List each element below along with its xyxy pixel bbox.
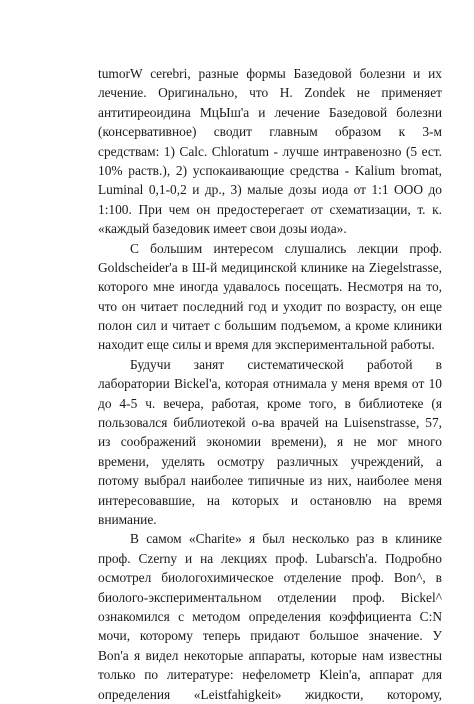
text-line: антитиреоидина МцЫш'а и лечение Базедовой болезни: [98, 104, 442, 120]
text-line: мочи, которому теперь придают большое значение. У: [98, 628, 442, 644]
document-body-text: [98, 64, 442, 704]
text-line: пользовался библиотекой о-ва врачей на Luisenstrasse, 57,: [98, 415, 442, 431]
text-line: потому выбрал наиболее типичные из них, наиболее меня: [98, 473, 442, 489]
text-line: 10% раств.), 2) успокаивающие средства - Kalium bromat,: [98, 162, 442, 178]
text-line: лаборатории Bickel'a, которая отнимала у меня время от 10: [98, 376, 442, 392]
text-line: только по литературе: нефелометр Klein'a, аппарат для: [98, 667, 442, 683]
text-line: полон сил и читает с большим подъемом, а кроме клиники: [98, 318, 442, 334]
text-line: внимание.: [98, 511, 157, 527]
text-line: биолого-экспериментальном отделении проф. Bickel^: [98, 589, 442, 605]
text-line: ознакомился с методом определения коэффициента C:N: [98, 608, 442, 624]
text-line: интересовавшие, на которых и остановлю на время: [98, 492, 442, 508]
text-line: лечение. Оригинально, что Н. Zondek не применяет: [98, 85, 442, 101]
text-line: проф. Czerny и на лекциях проф. Lubarsch'a. Подробно: [98, 550, 442, 566]
text-line: до 4-5 ч. вечера, работая, кроме того, в библиотеке (я: [98, 395, 442, 411]
text-line: tumorW cerebri, разные формы Базедовой болезни и их: [98, 66, 442, 81]
text-line: из соображений экономии времени), я не мог много: [98, 434, 442, 450]
text-line: 1:100. При чем он предостерегает от схематизации, т. к.: [98, 201, 442, 217]
text-line: определения «Leistfahigkeit» жидкости, которому,: [98, 686, 442, 702]
text-line: В самом «Charite» я был несколько раз в клинике: [130, 531, 442, 547]
text-line: (консервативное) сводит главным образом к 3-м: [98, 124, 442, 140]
text-line: средствам: 1) Calc. Chloratum - лучше интравенозно (5 ест.: [98, 143, 442, 159]
text-line: времени, уделять осмотру различных учреждений, а: [98, 453, 442, 469]
text-line: С большим интересом слушались лекции проф.: [130, 240, 442, 256]
text-line: осмотрел биологохимическое отделение проф. Bon^, в: [98, 570, 442, 586]
text-line: Goldscheider'a в Ш-й медицинской клинике на Ziegelstrasse,: [98, 259, 442, 275]
text-line: что он читает последний год и уходит по возрасту, он еще: [98, 298, 442, 314]
text-line: находит еще силы и время для экспериментальной работы.: [98, 337, 435, 353]
text-line: Luminal 0,1-0,2 и др., 3) малые дозы иода от 1:1 ООО до: [98, 182, 442, 198]
text-line: которого мне иногда удавалось посещать. Несмотря на то,: [98, 279, 442, 295]
text-line: Bon'a я видел некоторые аппараты, которые нам известны: [98, 647, 442, 663]
text-line: Будучи занят систематической работой в: [130, 356, 442, 372]
text-line: «каждый базедовик имеет свои дозы иода».: [98, 221, 347, 237]
